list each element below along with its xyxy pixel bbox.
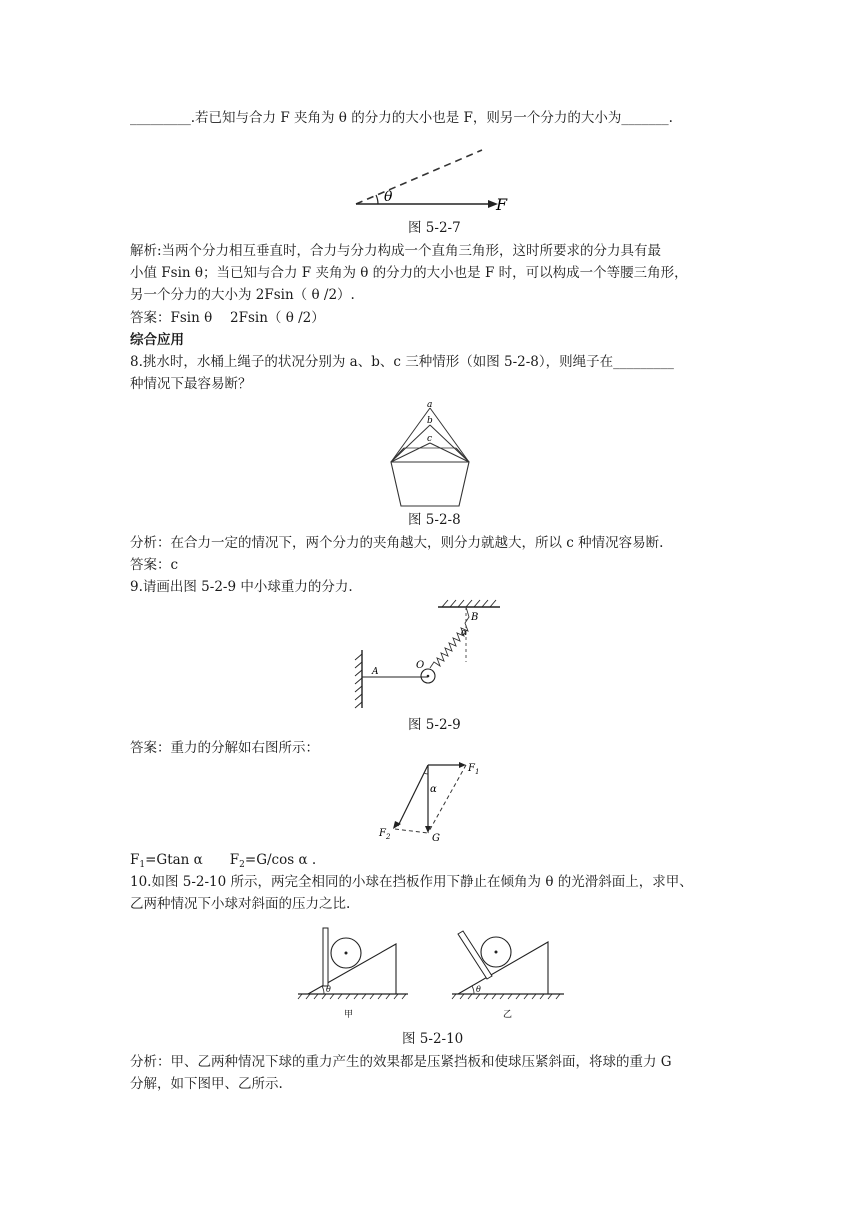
figure-5-2-7	[350, 148, 520, 214]
analysis-line: 分解，如下图甲、乙所示.	[130, 1076, 283, 1092]
analysis-line: 另一个分力的大小为 2Fsin（ θ /2）.	[130, 287, 355, 303]
q8-question-line: 种情况下最容易断？	[130, 376, 252, 392]
q8-question-line: 8.挑水时，水桶上绳子的状况分别为 a、b、c 三种情形（如图 5-2-8），则绳子在_________	[130, 354, 674, 370]
board-jia	[323, 928, 328, 986]
figure-caption: 图 5-2-8	[408, 512, 461, 528]
analysis-line: 分析：在合力一定的情况下，两个分力的夹角越大，则分力就越大，所以 c 种情况容易断.	[130, 535, 664, 551]
figure-5-2-8	[388, 398, 472, 508]
figure-caption: 图 5-2-7	[408, 220, 461, 236]
incline-jia	[308, 944, 396, 994]
formula-line: $F_1=Gtan$ α $F_2=G/\cos$ α .	[130, 852, 317, 870]
svg-text:θ: θ	[326, 985, 331, 994]
svg-text:乙: 乙	[503, 1010, 513, 1020]
svg-text:α: α	[461, 628, 468, 638]
q10-question-line: 10.如图 5-2-10 所示，两完全相同的小球在挡板作用下静止在倾角为 θ 的光滑斜面上，求甲、	[130, 874, 693, 890]
svg-text:a: a	[427, 400, 433, 410]
analysis-line: 小值 Fsin θ；当已知与合力 F 夹角为 θ 的分力的大小也是 F 时，可以构成一个等腰三角形，	[130, 265, 688, 281]
dashed-force-line	[356, 150, 482, 204]
svg-text:O: O	[416, 660, 425, 671]
f-label: F	[496, 195, 508, 214]
figure-gravity-decomposition	[376, 758, 496, 844]
q10-question-line: 乙两种情况下小球对斜面的压力之比.	[130, 896, 351, 912]
bucket-outline	[391, 462, 469, 506]
rope-a	[391, 408, 433, 462]
rope-b	[391, 425, 433, 462]
theta-label: θ	[384, 189, 393, 205]
figure-caption: 图 5-2-9	[408, 717, 461, 733]
answer-line: 答案：Fsin θ 2Fsin（ θ /2）	[130, 310, 325, 326]
svg-text:A: A	[372, 667, 379, 677]
q7-question-line: _________.若已知与合力 F 夹角为 θ 的分力的大小也是 F，则另一个分力的大小为_______.	[130, 110, 673, 126]
figure-5-2-9	[350, 598, 510, 710]
section-title: 综合应用	[130, 332, 184, 348]
svg-text:B: B	[471, 612, 479, 623]
svg-text:F2: $F_2$	[379, 828, 391, 841]
answer-line: 答案：c	[130, 557, 179, 573]
rope-c	[391, 443, 430, 462]
analysis-line: 分析：甲、乙两种情况下球的重力产生的效果都是压紧挡板和使球压紧斜面，将球的重力 G	[130, 1054, 672, 1070]
q9-question-line: 9.请画出图 5-2-9 中小球重力的分力.	[130, 579, 353, 595]
figure-caption: 图 5-2-10	[402, 1031, 464, 1047]
answer-line: 答案：重力的分解如右图所示：	[130, 740, 319, 756]
svg-text:F1: $F_1$	[468, 763, 480, 776]
svg-text:α: α	[430, 784, 437, 795]
svg-text:θ: θ	[476, 985, 481, 994]
svg-text:c: c	[427, 434, 433, 444]
board-yi	[458, 931, 492, 979]
svg-text:b: b	[427, 416, 433, 426]
analysis-line: 解析:当两个分力相互垂直时，合力与分力构成一个直角三角形，这时所要求的分力具有最	[130, 243, 662, 259]
svg-text:甲: 甲	[344, 1010, 354, 1020]
figure-5-2-10	[296, 922, 568, 1022]
angle-arc	[376, 195, 378, 204]
svg-text:G: G	[432, 833, 440, 844]
